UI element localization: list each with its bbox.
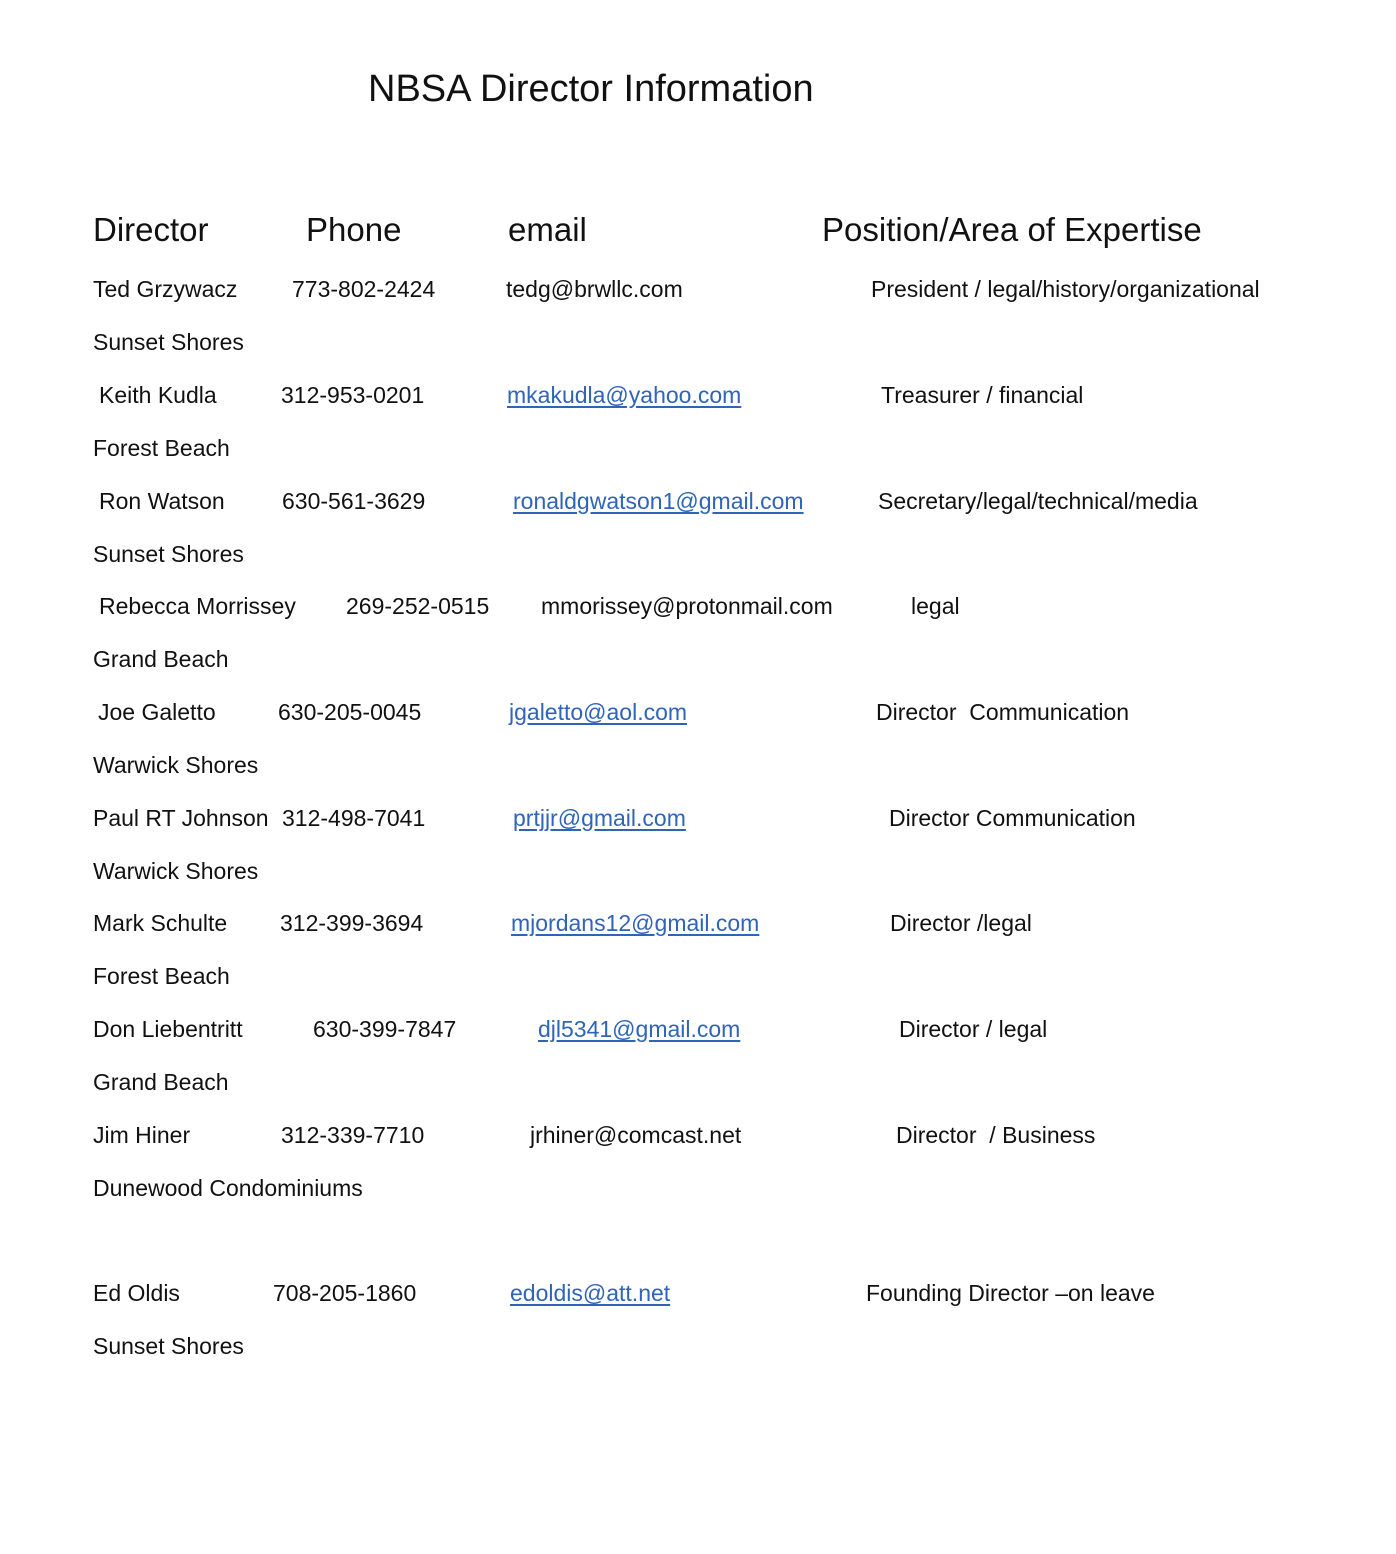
director-name: Keith Kudla xyxy=(99,382,217,408)
director-email-link[interactable]: ronaldgwatson1@gmail.com xyxy=(513,488,804,514)
director-position: Director / legal xyxy=(899,1016,1048,1042)
director-location: Grand Beach xyxy=(93,1069,229,1095)
director-location: Forest Beach xyxy=(93,435,230,461)
director-name: Paul RT Johnson xyxy=(93,805,269,831)
column-header-phone: Phone xyxy=(306,211,402,248)
director-location: Sunset Shores xyxy=(93,1333,244,1359)
director-location: Forest Beach xyxy=(93,963,230,989)
director-email-link[interactable]: mkakudla@yahoo.com xyxy=(507,382,742,408)
director-name: Ron Watson xyxy=(99,488,225,514)
director-position: Director Communication xyxy=(889,805,1136,831)
director-name: Don Liebentritt xyxy=(93,1016,243,1042)
director-email: tedg@brwllc.com xyxy=(506,276,683,302)
director-position: President / legal/history/organizational xyxy=(871,276,1260,302)
director-position: legal xyxy=(911,593,960,619)
page-title: NBSA Director Information xyxy=(368,68,814,110)
director-name: Joe Galetto xyxy=(98,699,216,725)
director-location: Dunewood Condominiums xyxy=(93,1175,363,1201)
director-name: Rebecca Morrissey xyxy=(99,593,296,619)
director-email-link[interactable]: jgaletto@aol.com xyxy=(509,699,688,725)
director-email-link[interactable]: mjordans12@gmail.com xyxy=(511,910,760,936)
director-position: Secretary/legal/technical/media xyxy=(878,488,1198,514)
director-location: Warwick Shores xyxy=(93,752,259,778)
director-phone: 708-205-1860 xyxy=(273,1280,417,1306)
director-name: Ted Grzywacz xyxy=(93,276,238,302)
director-position: Treasurer / financial xyxy=(881,382,1084,408)
director-name: Ed Oldis xyxy=(93,1280,180,1306)
column-header-position: Position/Area of Expertise xyxy=(822,211,1202,248)
director-location: Grand Beach xyxy=(93,646,229,672)
director-email-link[interactable]: edoldis@att.net xyxy=(510,1280,671,1306)
director-email-link[interactable]: djl5341@gmail.com xyxy=(538,1016,741,1042)
director-phone: 630-561-3629 xyxy=(282,488,426,514)
director-position: Director / Business xyxy=(896,1122,1096,1148)
director-email-link[interactable]: prtjjr@gmail.com xyxy=(513,805,686,831)
director-position: Director /legal xyxy=(890,910,1032,936)
director-phone: 312-498-7041 xyxy=(282,805,426,831)
director-phone: 312-339-7710 xyxy=(281,1122,425,1148)
director-email: jrhiner@comcast.net xyxy=(530,1122,742,1148)
director-email: mmorissey@protonmail.com xyxy=(541,593,833,619)
director-location: Sunset Shores xyxy=(93,541,244,567)
director-phone: 773-802-2424 xyxy=(292,276,436,302)
director-position: Founding Director –on leave xyxy=(866,1280,1155,1306)
director-name: Jim Hiner xyxy=(93,1122,191,1148)
director-phone: 269-252-0515 xyxy=(346,593,490,619)
director-name: Mark Schulte xyxy=(93,910,228,936)
director-location: Warwick Shores xyxy=(93,858,259,884)
director-phone: 312-399-3694 xyxy=(280,910,424,936)
column-header-email: email xyxy=(508,211,587,248)
director-position: Director Communication xyxy=(876,699,1130,725)
column-header-director: Director xyxy=(93,211,209,248)
director-phone: 630-399-7847 xyxy=(313,1016,457,1042)
director-phone: 312-953-0201 xyxy=(281,382,425,408)
director-phone: 630-205-0045 xyxy=(278,699,422,725)
director-location: Sunset Shores xyxy=(93,329,244,355)
